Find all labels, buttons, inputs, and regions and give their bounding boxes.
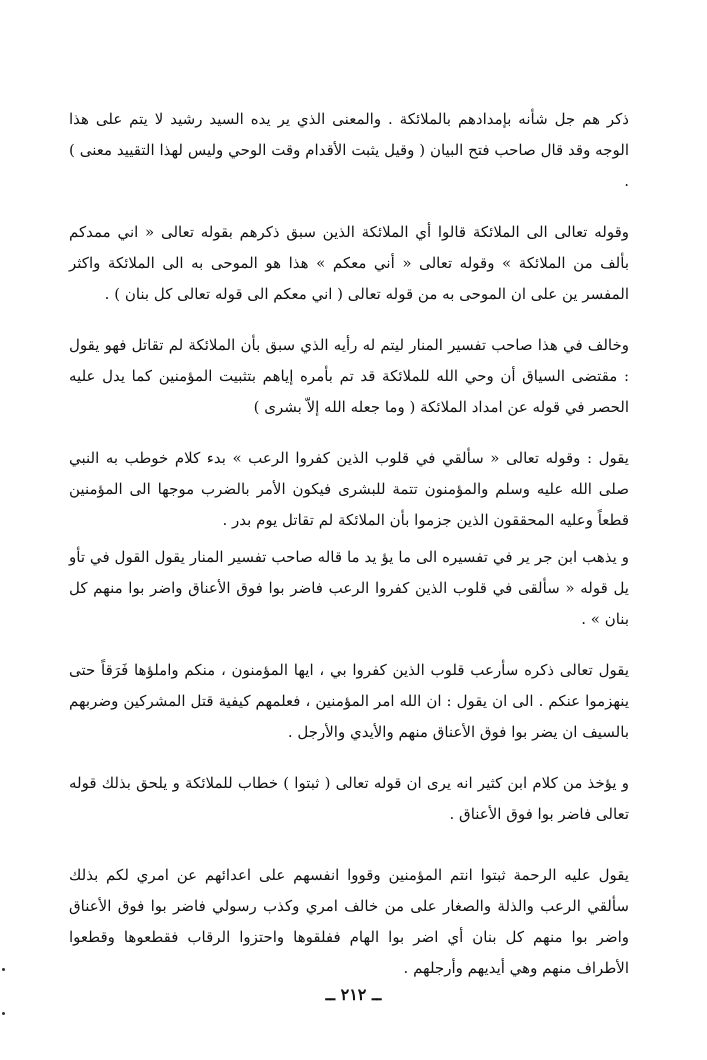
- paragraph-4: يقول : وقوله تعالى « سألقي في قلوب الذين كفروا الرعب » بدء كلام خوطب به النبي صلى الله عليه وسلم والمؤمنون تتمة للبشرى فيكون الأمر بالضرب موجها الى المؤمنين قطعاً وعليه المحققون الذين جزموا بأن الملائكة لم تقاتل يوم بدر .: [69, 449, 629, 529]
- page-number: ــ ٢١٢ ــ: [325, 985, 382, 1004]
- paragraph-3: وخالف في هذا صاحب تفسير المنار ليتم له رأيه الذي سبق بأن الملائكة لم تقاتل فهو يقول : مقتضى السياق أن وحي الله للملائكة قد تم بأمره إياهم بتثبيت المؤمنين كما يدل عليه الحصر في قوله عن امداد الملائكة ( وما جعله الله إلاّ بشرى ): [69, 336, 629, 416]
- paragraph-2: وقوله تعالى الى الملائكة قالوا أي الملائكة الذين سبق ذكرهم بقوله تعالى « اني ممدكم بألف من الملائكة » وقوله تعالى « أني معكم » هذا هو الموحى به الى الملائكة واكثر المفسر ين على ان الموحى به من قوله تعالى ( اني معكم الى قوله تعالى كل بنان ) .: [69, 223, 629, 303]
- scan-speck: [2, 968, 5, 971]
- paragraph-5: و يذهب ابن جر ير في تفسيره الى ما يؤ يد ما قاله صاحب تفسير المنار يقول القول في تأو يل قوله « سألقى في قلوب الذين كفروا الرعب فاضر بوا فوق الأعناق واضر بوا منهم كل بنان » .: [69, 548, 629, 628]
- paragraph-6: يقول تعالى ذكره سأرعب قلوب الذين كفروا بي ، ايها المؤمنون ، منكم واملؤها فَرَقاً حتى ينهزموا عنكم . الى ان يقول : ان الله امر المؤمنين ، فعلمهم كيفية قتل المشركين وضربهم بالسيف ان يضر بوا فوق الأعناق منهم والأيدي والأرجل .: [69, 661, 629, 741]
- paragraph-1: ذكر هم جل شأنه بإمدادهم بالملائكة . والمعنى الذي ير يده السيد رشيد لا يتم على هذا الوجه وقد قال صاحب فتح البيان ( وقيل يثبت الأقدام وقت الوحي وليس لهذا التقييد معنى ) .: [69, 110, 629, 190]
- paragraph-8: يقول عليه الرحمة ثبتوا انتم المؤمنين وقووا انفسهم على اعدائهم عن امري لكم بذلك سألقي الرعب والذلة والصغار على من خالف امري وكذب رسولي فاضر بوا فوق الأعناق واضر بوا منهم كل بنان أي اضر بوا الهام ففلقوها واحتزوا الرقاب فقطعوها وقطعوا الأطراف منهم وهي أيديهم وأرجلهم .: [69, 866, 629, 977]
- scan-speck: [2, 1012, 5, 1015]
- paragraph-7: و يؤخذ من كلام ابن كثير انه يرى ان قوله تعالى ( ثبتوا ) خطاب للملائكة و يلحق بذلك قوله تعالى فاضر بوا فوق الأعناق .: [69, 774, 629, 823]
- document-body: [69, 104, 629, 984]
